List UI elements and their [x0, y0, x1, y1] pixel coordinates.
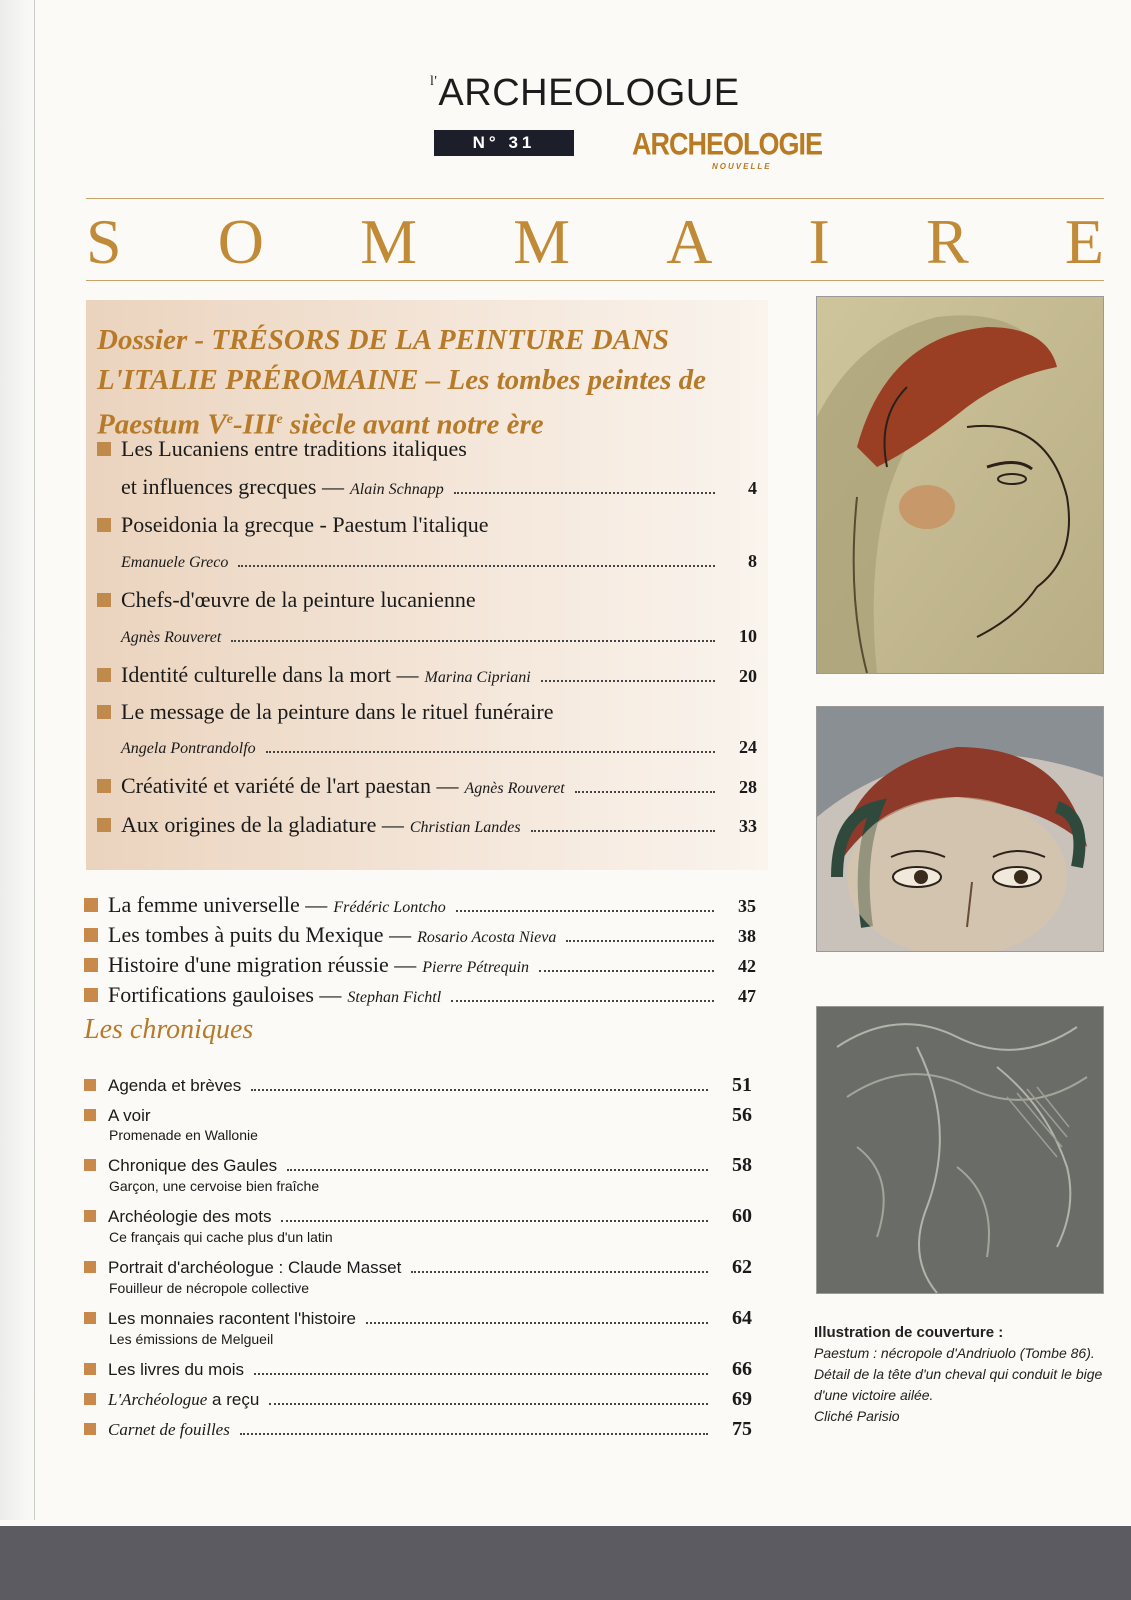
entry-page: 4	[748, 478, 757, 498]
caption-heading: Illustration de couverture	[814, 1324, 995, 1341]
entry-author: Alain Schnapp	[349, 481, 444, 498]
caption-text: Paestum : nécropole d'Andriuolo (Tombe 86). Détail de la tête d'un cheval qui conduit le bige d'une victoire ailée.	[814, 1345, 1103, 1403]
masthead-prefix: l'	[430, 74, 438, 89]
entry-title: Histoire d'une migration réussie —	[108, 952, 417, 977]
entry-page: 33	[739, 816, 757, 836]
bullet-square-icon	[84, 1261, 96, 1273]
chronique-title: Portrait d'archéologue : Claude Masset	[108, 1258, 402, 1277]
entry-author: Agnès Rouveret	[464, 780, 565, 797]
entry-page: 24	[739, 737, 757, 757]
partner-logo-line1: ARCHEOLOGIE	[632, 126, 823, 162]
title-letter: O	[217, 206, 264, 277]
leader-dots	[281, 1220, 708, 1222]
leader-dots	[269, 1403, 708, 1405]
entry-title: Aux origines de la gladiature —	[121, 812, 404, 837]
leader-dots	[541, 680, 715, 682]
entry-title: La femme universelle —	[108, 892, 328, 917]
bullet-square-icon	[84, 1423, 96, 1435]
dossier-title-sup: e	[276, 412, 283, 427]
bullet-square-icon	[97, 442, 111, 456]
page-spine-line	[34, 0, 35, 1520]
scan-bottom-band	[0, 1526, 1131, 1600]
chronique-title-italic: L'Archéologue	[108, 1390, 208, 1409]
masthead-name: ARCHEOLOGUE	[438, 72, 740, 114]
chronique-title: Les monnaies racontent l'histoire	[108, 1309, 356, 1328]
title-letter: I	[808, 206, 830, 277]
bullet-square-icon	[97, 668, 111, 682]
chronique-page: 75	[732, 1418, 752, 1440]
entry-title: Identité culturelle dans la mort —	[121, 662, 419, 687]
toc-feature[interactable]	[84, 982, 756, 1008]
leader-dots	[531, 830, 715, 832]
chronique-item[interactable]	[84, 1358, 752, 1381]
toc-feature[interactable]	[84, 922, 756, 948]
toc-entry-line[interactable]	[121, 626, 757, 647]
title-letter: A	[666, 206, 713, 277]
entry-author: Frédéric Lontcho	[333, 899, 446, 916]
chronique-subtitle: Promenade en Wallonie	[109, 1127, 258, 1143]
bullet-square-icon	[97, 705, 111, 719]
entry-author: Emanuele Greco	[121, 554, 229, 571]
chronique-page: 69	[732, 1388, 752, 1410]
chroniques-heading: Les chroniques	[84, 1014, 254, 1045]
entry-title: Le message de la peinture dans le rituel funéraire	[121, 699, 554, 724]
top-rule	[86, 198, 1104, 199]
entry-author: Stephan Fichtl	[347, 989, 442, 1006]
entry-page: 47	[738, 986, 756, 1006]
leader-dots	[266, 751, 715, 753]
leader-dots	[575, 791, 715, 793]
bullet-square-icon	[97, 593, 111, 607]
cover-photo-woman-profile	[816, 296, 1104, 674]
chronique-item[interactable]	[84, 1074, 752, 1097]
toc-entry-line[interactable]	[121, 474, 757, 500]
bullet-square-icon	[84, 1109, 96, 1121]
leader-dots	[240, 1433, 708, 1435]
leader-dots	[251, 1089, 708, 1091]
bullet-square-icon	[97, 518, 111, 532]
bullet-square-icon	[84, 898, 98, 912]
entry-title: Les Lucaniens entre traditions italiques	[121, 436, 467, 461]
entry-author: Agnès Rouveret	[121, 629, 222, 646]
entry-author: Angela Pontrandolfo	[121, 740, 256, 757]
entry-author: Christian Landes	[409, 819, 521, 836]
bullet-square-icon	[97, 779, 111, 793]
leader-dots	[411, 1271, 708, 1273]
toc-entry[interactable]	[97, 587, 757, 613]
bullet-square-icon	[84, 1393, 96, 1405]
entry-title: Créativité et variété de l'art paestan —	[121, 773, 459, 798]
entry-page: 20	[739, 666, 757, 686]
entry-title: Les tombes à puits du Mexique —	[108, 922, 412, 947]
title-letter: M	[360, 206, 417, 277]
page-spine-shadow	[0, 0, 38, 1520]
issue-number-badge: N° 31	[434, 130, 574, 156]
entry-title: Poseidonia la grecque - Paestum l'italique	[121, 512, 489, 537]
entry-author: Marina Cipriani	[424, 669, 531, 686]
leader-dots	[451, 1000, 714, 1002]
toc-entry[interactable]	[97, 662, 757, 688]
toc-feature[interactable]	[84, 892, 756, 918]
toc-entry[interactable]	[97, 699, 757, 725]
cover-caption	[814, 1322, 1104, 1427]
chronique-page: 58	[732, 1154, 752, 1176]
chronique-title-rest: a reçu	[207, 1390, 260, 1409]
page-title-sommaire	[86, 206, 1104, 277]
bullet-square-icon	[84, 1363, 96, 1375]
entry-page: 42	[738, 956, 756, 976]
chronique-page: 66	[732, 1358, 752, 1380]
chronique-item[interactable]	[84, 1256, 752, 1279]
chronique-subtitle: Ce français qui cache plus d'un latin	[109, 1229, 333, 1245]
title-letter: R	[926, 206, 969, 277]
toc-feature[interactable]	[84, 952, 756, 978]
toc-entry[interactable]	[97, 512, 757, 538]
dossier-title	[97, 320, 757, 445]
chronique-page: 62	[732, 1256, 752, 1278]
dossier-title-mid: -III	[232, 408, 277, 441]
leader-dots	[238, 565, 715, 567]
bullet-square-icon	[84, 928, 98, 942]
entry-author: Rosario Acosta Nieva	[417, 929, 557, 946]
dossier-title-text: Dossier - TRÉSORS DE LA PEINTURE DANS L'ITALIE PRÉROMAINE – Les tombes peintes de Paestum V	[97, 324, 707, 441]
toc-entry-line[interactable]	[121, 737, 757, 758]
chronique-page: 51	[732, 1074, 752, 1096]
title-letter: E	[1064, 206, 1104, 277]
toc-entry[interactable]	[97, 773, 757, 799]
bullet-square-icon	[84, 1210, 96, 1222]
chronique-title: Les livres du mois	[108, 1360, 245, 1379]
caption-credit: Cliché Parisio	[814, 1408, 900, 1424]
entry-page: 28	[739, 777, 757, 797]
entry-author: Pierre Pétrequin	[422, 959, 530, 976]
chronique-subtitle: Garçon, une cervoise bien fraîche	[109, 1178, 320, 1194]
bullet-square-icon	[84, 988, 98, 1002]
cover-photo-engraved-horse	[816, 1006, 1104, 1294]
toc-entry[interactable]	[97, 436, 757, 462]
bullet-square-icon	[84, 1312, 96, 1324]
chronique-page: 64	[732, 1307, 752, 1329]
chronique-item[interactable]	[84, 1418, 752, 1441]
toc-entry-line[interactable]	[121, 551, 757, 572]
chronique-title: Carnet de fouilles	[108, 1420, 230, 1439]
dossier-title-sup: e	[226, 412, 233, 427]
chronique-title: Chronique des Gaules	[108, 1156, 278, 1175]
leader-dots	[231, 640, 715, 642]
entry-title: et influences grecques —	[121, 474, 344, 499]
magazine-masthead	[430, 72, 740, 115]
chronique-title: Archéologie des mots	[108, 1207, 272, 1226]
chronique-title	[108, 1390, 259, 1410]
leader-dots	[366, 1322, 708, 1324]
chronique-page: 60	[732, 1205, 752, 1227]
chronique-item[interactable]	[84, 1104, 752, 1127]
leader-dots	[539, 970, 714, 972]
cover-photo-face-fresco	[816, 706, 1104, 952]
chronique-title: Agenda et brèves	[108, 1076, 242, 1095]
bullet-square-icon	[84, 958, 98, 972]
bullet-square-icon	[84, 1079, 96, 1091]
entry-title: Fortifications gauloises —	[108, 982, 342, 1007]
entry-page: 8	[748, 551, 757, 571]
entry-page: 38	[738, 926, 756, 946]
partner-logo-line2: NOUVELLE	[712, 162, 772, 171]
leader-dots	[254, 1373, 708, 1375]
dossier-title-end: siècle avant notre ère	[282, 408, 544, 441]
entry-page: 35	[738, 896, 756, 916]
chronique-item[interactable]	[84, 1154, 752, 1177]
title-letter: S	[86, 206, 122, 277]
bullet-square-icon	[97, 818, 111, 832]
chronique-page: 56	[732, 1104, 752, 1126]
chronique-subtitle: Les émissions de Melgueil	[109, 1331, 274, 1347]
chronique-title: A voir	[108, 1106, 151, 1125]
caption-colon: :	[994, 1324, 1004, 1341]
leader-dots	[287, 1169, 708, 1171]
title-rule	[86, 280, 1104, 281]
leader-dots	[454, 492, 715, 494]
leader-dots	[456, 910, 714, 912]
chronique-subtitle: Fouilleur de nécropole collective	[109, 1280, 309, 1296]
chronique-item[interactable]	[84, 1205, 752, 1228]
bullet-square-icon	[84, 1159, 96, 1171]
chronique-item[interactable]	[84, 1307, 752, 1330]
chronique-item[interactable]	[84, 1388, 752, 1411]
leader-dots	[566, 940, 714, 942]
entry-page: 10	[739, 626, 757, 646]
title-letter: M	[513, 206, 571, 277]
toc-entry[interactable]	[97, 812, 757, 838]
entry-title: Chefs-d'œuvre de la peinture lucanienne	[121, 587, 476, 612]
